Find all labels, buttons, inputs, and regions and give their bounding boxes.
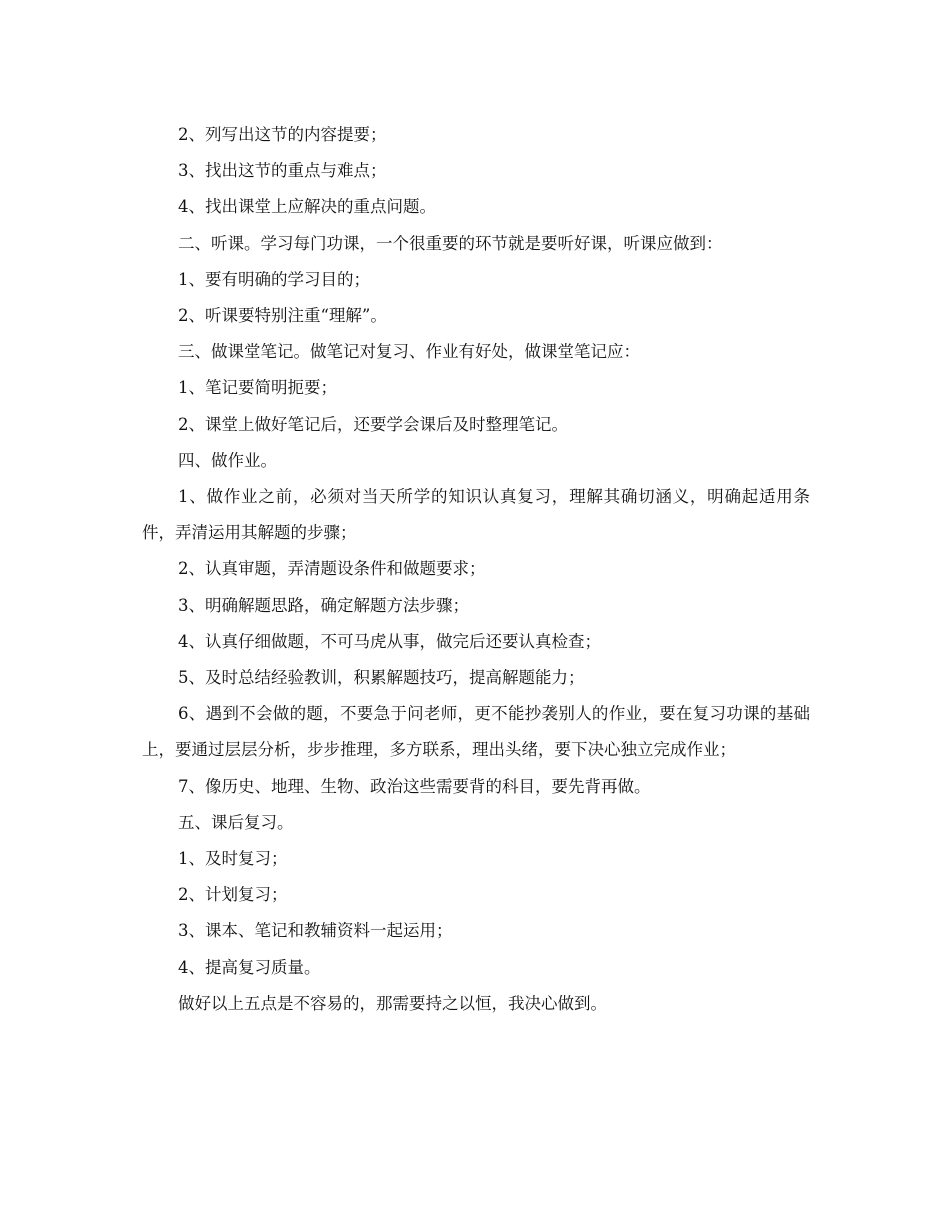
- paragraph-6: 2、听课要特别注重“理解”。: [178, 306, 387, 326]
- section-heading-review: 五、课后复习。: [178, 812, 294, 832]
- section-heading-listen: 二、听课。学习每门功课，一个很重要的环节就是要听好课，听课应做到：: [178, 233, 723, 253]
- paragraph-5: 1、要有明确的学习目的；: [178, 269, 370, 289]
- paragraph-14: 4、认真仔细做题，不可马虎从事，做完后还要认真检查；: [178, 631, 601, 651]
- section-heading-homework: 四、做作业。: [178, 450, 277, 470]
- closing-paragraph: 做好以上五点是不容易的，那需要持之以恒，我决心做到。: [178, 993, 607, 1013]
- document-body: [142, 117, 810, 1022]
- paragraph-20: 2、计划复习；: [178, 885, 288, 905]
- paragraph-12: 2、认真审题，弄清题设条件和做题要求；: [178, 559, 486, 579]
- paragraph-17: 7、像历史、地理、生物、政治这些需要背的科目，要先背再做。: [178, 776, 651, 796]
- paragraph-1: 2、列写出这节的内容提要；: [178, 125, 387, 144]
- paragraph-2: 3、找出这节的重点与难点；: [178, 161, 387, 181]
- section-heading-notes: 三、做课堂笔记。做笔记对复习、作业有好处，做课堂笔记应：: [178, 342, 640, 362]
- paragraph-3: 4、找出课堂上应解决的重点问题。: [178, 197, 436, 217]
- paragraph-15: 5、及时总结经验教训，积累解题技巧，提高解题能力；: [178, 668, 585, 688]
- paragraph-8: 1、笔记要简明扼要；: [178, 378, 337, 398]
- paragraph-11: 1、做作业之前，必须对当天所学的知识认真复习，理解其确切涵义，明确起适用条件，弄清运用其解题的步骤；: [142, 487, 810, 543]
- paragraph-9: 2、课堂上做好笔记后，还要学会课后及时整理笔记。: [178, 414, 568, 434]
- paragraph-21: 3、课本、笔记和教辅资料一起运用；: [178, 921, 453, 941]
- paragraph-19: 1、及时复习；: [178, 849, 288, 869]
- paragraph-22: 4、提高复习质量。: [178, 957, 321, 977]
- paragraph-16: 6、遇到不会做的题，不要急于问老师，更不能抄袭别人的作业，要在复习功课的基础上，要通过层层分析，步步推理，多方联系，理出头绪，要下决心独立完成作业；: [142, 704, 810, 760]
- paragraph-13: 3、明确解题思路，确定解题方法步骤；: [178, 595, 469, 615]
